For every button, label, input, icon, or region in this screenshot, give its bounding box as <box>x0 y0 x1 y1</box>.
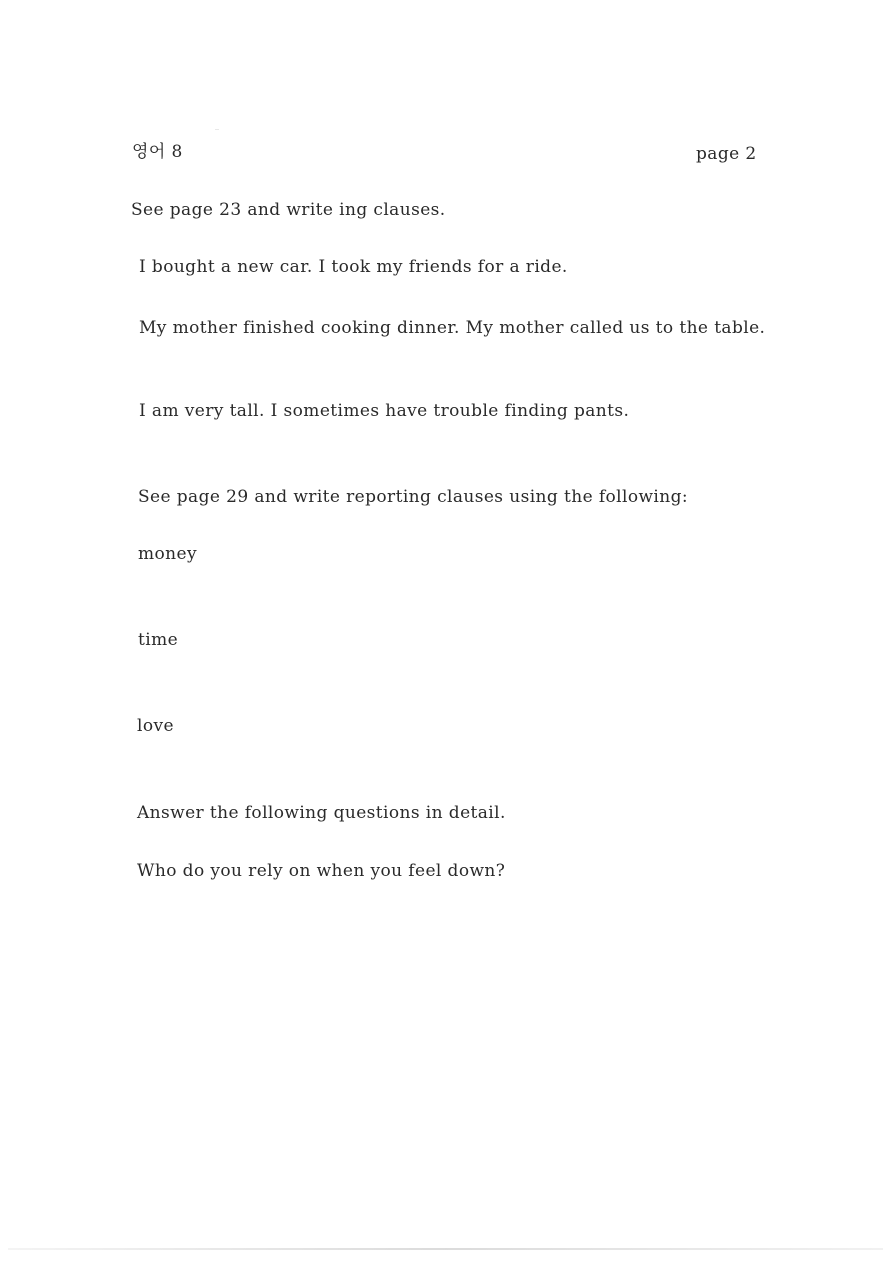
reporting-word-time: time <box>138 630 179 650</box>
ing-sentence-3: I am very tall. I sometimes have trouble finding pants. <box>139 401 630 421</box>
ing-sentence-2 <box>131 314 767 342</box>
ing-sentence-1: I bought a new car. I took my friends for a ride. <box>139 257 568 277</box>
question-1: Who do you rely on when you feel down? <box>137 861 506 881</box>
ing-clauses-instruction: See page 23 and write ing clauses. <box>131 200 446 220</box>
questions-instruction: Answer the following questions in detail. <box>137 803 506 823</box>
reporting-clauses-instruction: See page 29 and write reporting clauses using the following: <box>138 487 689 507</box>
reporting-word-money: money <box>138 544 197 564</box>
ing-sentence-2-text: My mother finished cooking dinner. My mother called us to the table. <box>139 318 766 338</box>
subject-header: 영어 8 <box>132 142 183 162</box>
page-number: page 2 <box>696 144 757 164</box>
scan-bottom-edge <box>8 1248 883 1250</box>
scan-speck <box>215 129 219 130</box>
reporting-word-love: love <box>137 716 174 736</box>
